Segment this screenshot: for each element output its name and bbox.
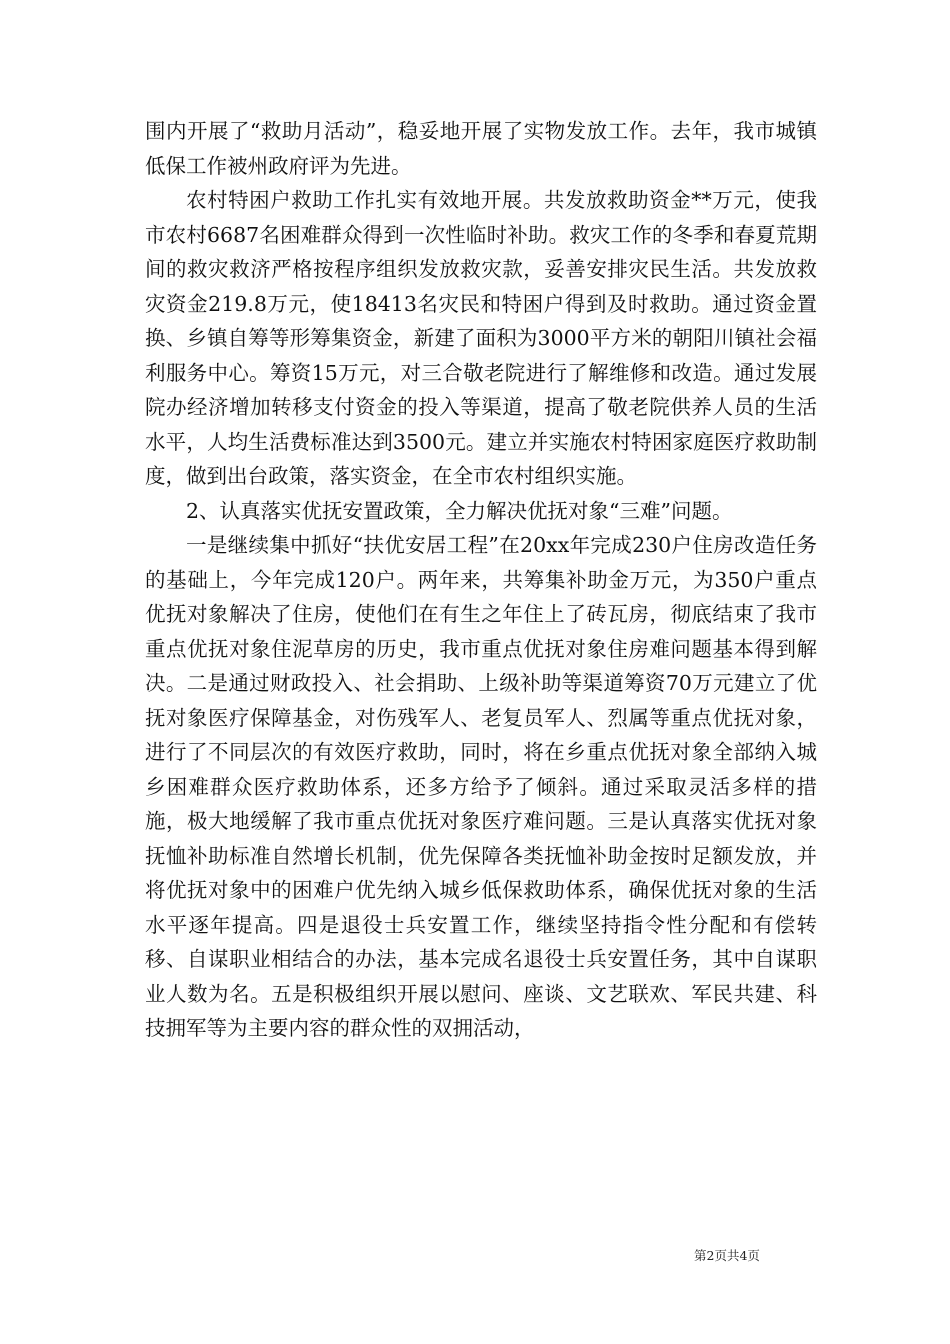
section-heading: 2、认真落实优抚安置政策，全力解决优抚对象“三难”问题。: [186, 498, 733, 523]
paragraph-rural-relief: 农村特困户救助工作扎实有效地开展。共发放救助资金**万元，使我市农村6687名困难群众得到一次性临时补助。救灾工作的冬季和春夏荒期间的救灾救济严格按程序组织发放救灾款，妥善安排灾民生活。共发放救灾资金219.8万元，使18413名灾民和特困户得到及时救助。通过资金置换、乡镇自筹等形筹集资金，新建了面积为3000平方米的朝阳川镇社会福利服务中心。筹资15万元，对三合敬老院进行了解维修和改造。通过发展院办经济增加转移支付资金的投入等渠道，提高了敬老院供养人员的生活水平，人均生活费标准达到3500元。建立并实施农村特困家庭医疗救助制度，做到出台政策，落实资金，在全市农村组织实施。: [145, 188, 817, 488]
paragraph-veterans-policy: 一是继续集中抓好“扶优安居工程”在20xx年完成230户住房改造任务的基础上，今年完成120户。两年来，共筹集补助金万元，为350户重点优抚对象解决了住房，使他们在有生之年住上了砖瓦房，彻底结束了我市重点优抚对象住泥草房的历史，我市重点优抚对象住房难问题基本得到解决。二是通过财政投入、社会捐助、上级补助等渠道筹资70万元建立了优抚对象医疗保障基金，对伤残军人、老复员军人、烈属等重点优抚对象，进行了不同层次的有效医疗救助，同时，将在乡重点优抚对象全部纳入城乡困难群众医疗救助体系，还多方给予了倾斜。通过采取灵活多样的措施，极大地缓解了我市重点优抚对象医疗难问题。三是认真落实优抚对象抚恤补助标准自然增长机制，优先保障各类抚恤补助金按时足额发放，并将优抚对象中的困难户优先纳入城乡低保救助体系，确保优抚对象的生活水平逐年提高。四是退役士兵安置工作，继续坚持指令性分配和有偿转移、自谋职业相结合的办法，基本完成名退役士兵安置任务，其中自谋职业人数为名。五是积极组织开展以慰问、座谈、文艺联欢、军民共建、科技拥军等为主要内容的群众性的双拥活动，: [145, 533, 817, 1040]
paragraph-continued: 围内开展了“救助月活动”，稳妥地开展了实物发放工作。去年，我市城镇低保工作被州政府评为先进。: [145, 119, 817, 178]
page-number: 第2页共4页: [694, 1248, 760, 1263]
document-body: [145, 114, 817, 1046]
